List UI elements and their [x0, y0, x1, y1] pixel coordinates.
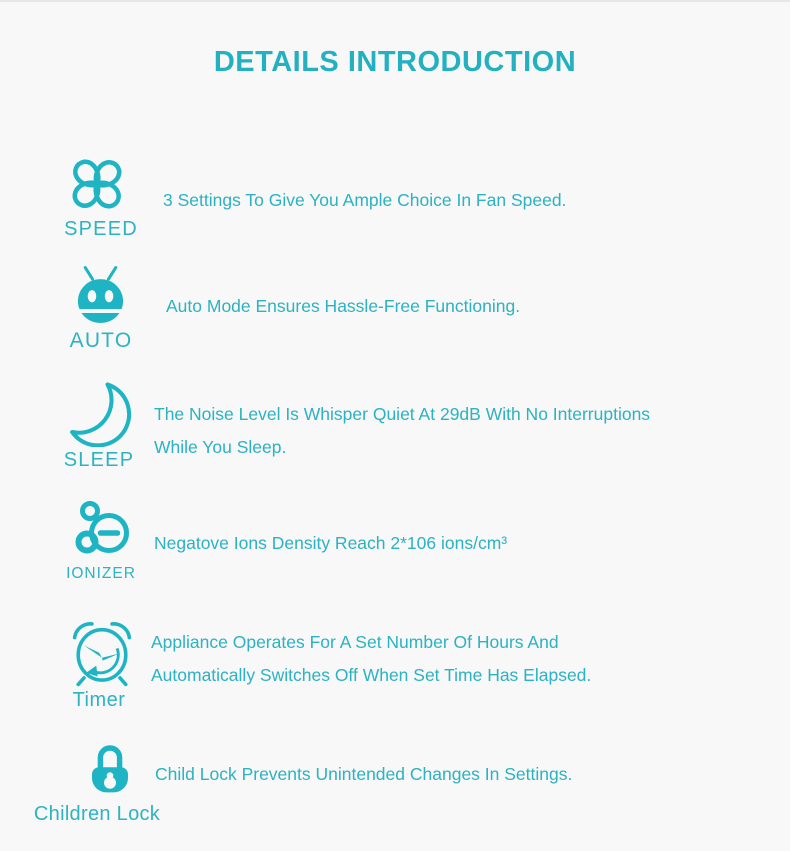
- feature-label-timer: Timer: [72, 689, 126, 711]
- moon-icon: [64, 379, 132, 447]
- feature-desc-timer: Appliance Operates For A Set Number Of Hours And Automatically Switches Off When Set Time Has Elapsed.: [151, 632, 592, 685]
- alarm-clock-icon: [66, 616, 138, 688]
- feature-desc-auto: Auto Mode Ensures Hassle-Free Functioning.: [166, 296, 521, 316]
- feature-desc-sleep: The Noise Level Is Whisper Quiet At 29dB With No Interruptions While You Sleep.: [154, 404, 651, 457]
- feature-label-children-lock: Children Lock: [33, 803, 161, 825]
- feature-label-auto: AUTO: [69, 329, 133, 352]
- negative-ion-icon: [62, 496, 134, 564]
- padlock-icon: [80, 734, 140, 798]
- feature-desc-ionizer: Negatove Ions Density Reach 2*106 ions/cm³: [154, 533, 508, 553]
- fan-icon: [66, 154, 128, 214]
- feature-label-speed: SPEED: [64, 218, 138, 240]
- feature-label-ionizer: IONIZER: [66, 565, 136, 582]
- feature-desc-children-lock: Child Lock Prevents Unintended Changes In Settings.: [155, 764, 573, 784]
- robot-icon: [70, 264, 131, 326]
- feature-desc-speed: 3 Settings To Give You Ample Choice In Fan Speed.: [163, 190, 567, 210]
- page-title: DETAILS INTRODUCTION: [213, 46, 577, 78]
- feature-label-sleep: SLEEP: [63, 449, 135, 471]
